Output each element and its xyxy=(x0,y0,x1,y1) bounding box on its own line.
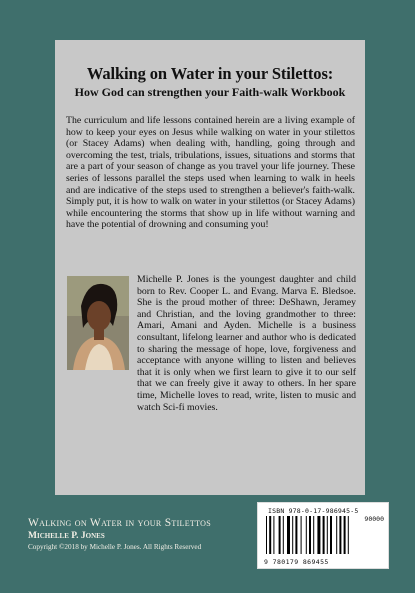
book-title-heading: Walking on Water in your Stilettos: xyxy=(86,64,334,83)
author-bio-text: Michelle P. Jones is the youngest daughter and child born to Rev. Cooper L. and Evang. Marva E. Bledsoe. She is the proud mother of three: DeShawn, Jeramey and Christian, and the loving grandmother to three: Amari, Amani and Ayden. Michelle is a business consultant, lifelong learner and author who is dedicated to sharing the message of hope, love, forgiveness and acceptance with anyone willing to listen and believes that it is only when we first learn to give it to our self that we can freely give it away to others. In her spare time, Michelle loves to read, write, listen to music and watch Sci-fi movies. xyxy=(137,274,356,413)
price-code: 90000 xyxy=(364,515,384,523)
author-bio xyxy=(67,274,356,424)
isbn-barcode xyxy=(257,502,389,569)
footer-book-title: Walking on Water in your Stilettos xyxy=(28,517,211,529)
footer-copyright: Copyright ©2018 by Michelle P. Jones. All Rights Reserved xyxy=(28,543,202,551)
photo-spacer xyxy=(67,274,137,424)
book-description: The curriculum and life lessons contained herein are a living example of how to keep your eyes on Jesus while walking on water in your stilettos (or Stacey Adams) when dealing with, handling, going through and overcoming the test, trials, tribulations, issues, situations and storms that are a part of your season of change as you travel your life journey. These series of lessons parallel the steps used when learning to walk in heels and are indicative of the steps used to strengthen a believer's faith-walk. Simply put, it is how to walk on water in your stilettos (or Stacey Adams) while encountering the storms that show up in life without warning and have the potential of drowning and consuming you! xyxy=(66,115,355,231)
barcode-number: 9 780179 869455 xyxy=(264,558,329,566)
isbn-label: ISBN 978-0-17-986945-5 xyxy=(268,507,359,515)
footer-author: Michelle P. Jones xyxy=(28,531,105,541)
cover-footer xyxy=(28,517,211,551)
barcode-bars-icon xyxy=(266,516,361,556)
book-subtitle: How God can strengthen your Faith-walk Workbook xyxy=(74,85,346,99)
back-cover-panel xyxy=(55,40,365,495)
